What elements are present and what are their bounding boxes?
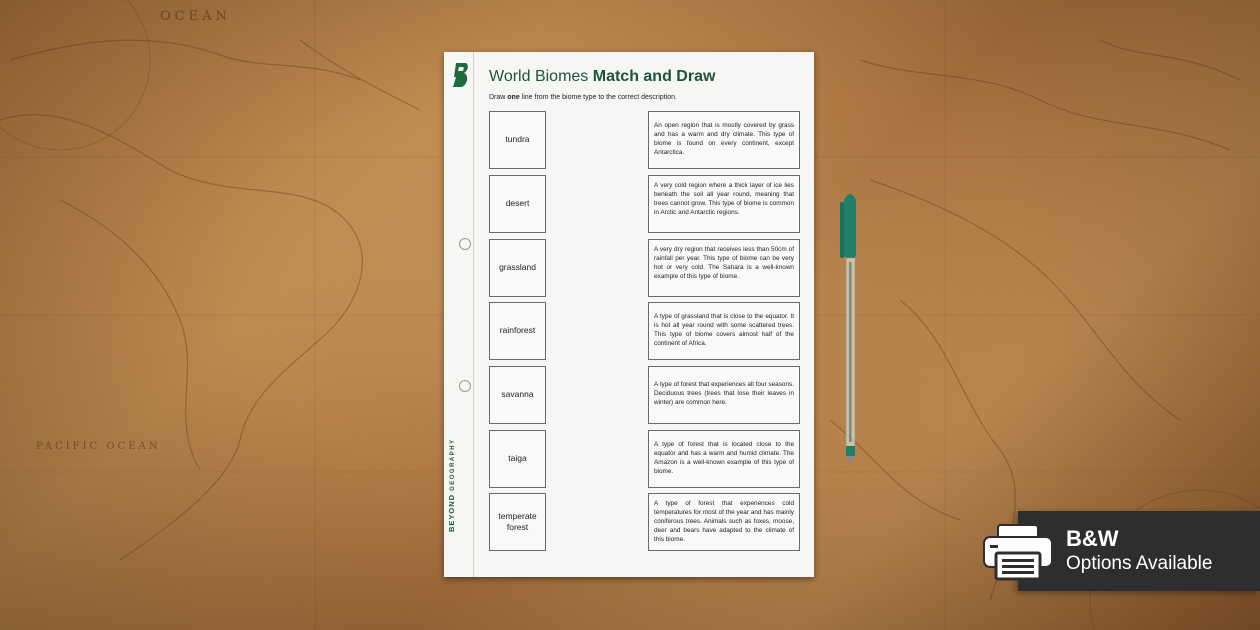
brand-vertical-label [447, 422, 459, 532]
margin-line [473, 52, 474, 577]
bw-subtitle: Options Available [1066, 553, 1213, 574]
description-box: A very cold region where a thick layer of ice lies beneath the soil all year round, meaning that trees cannot grow. This type of biome is common in Arctic and Antarctic regions. [648, 175, 800, 233]
biome-box-desert: desert [489, 175, 546, 233]
biome-box-savanna: savanna [489, 366, 546, 424]
printer-icon [982, 523, 1054, 581]
bw-options-banner [1018, 511, 1260, 591]
title-bold: Match and Draw [592, 68, 716, 85]
biome-box-grassland: grassland [489, 239, 546, 297]
description-box: A type of forest that experiences cold temperatures for most of the year and has mainly coniferous trees. Animals such as foxes, moose, deer and bears have adapted to the climate of this biome. [648, 493, 800, 551]
description-box: A type of grassland that is close to the equator. It is hot all year round with some scattered trees. This type of biome covers almost half of the continent of Africa. [648, 302, 800, 360]
instructions [489, 94, 677, 101]
beyond-logo-icon [452, 62, 470, 88]
bw-title: B&W [1066, 526, 1119, 551]
biome-box-tundra: tundra [489, 111, 546, 169]
punch-hole [459, 380, 471, 392]
instructions-bold: one [507, 94, 520, 101]
biome-box-taiga: taiga [489, 430, 546, 488]
map-label-pacific: PACIFIC OCEAN [36, 441, 161, 452]
description-box: A type of forest that is located close to the equator and has a warm and humid climate. The Amazon is a well-known example of this type of biome. [648, 430, 800, 488]
brand-main: BEYOND [447, 493, 456, 532]
brand-sub: GEOGRAPHY [450, 438, 456, 491]
instructions-pre: Draw [489, 94, 508, 101]
description-box: A type of forest that experiences all four seasons. Deciduous trees (trees that lose their leaves in winter) are common here. [648, 366, 800, 424]
punch-hole [459, 238, 471, 250]
biome-box-rainforest: rainforest [489, 302, 546, 360]
biome-box-temperate-forest: temperate forest [489, 493, 546, 551]
page-title [489, 68, 715, 86]
title-regular: World Biomes [489, 68, 593, 85]
description-box: A very dry region that receives less than 50cm of rainfall per year. This type of biome can be very hot or very cold. The Sahara is a well-known example of this type of biome. [648, 239, 800, 297]
pen-icon [838, 188, 864, 464]
instructions-post: line from the biome type to the correct description. [519, 94, 677, 101]
description-box: An open region that is mostly covered by grass and has a warm and dry climate. This type of biome is found on every continent, except Antarctica. [648, 111, 800, 169]
map-label-ocean: OCEAN [160, 9, 231, 24]
worksheet [444, 52, 814, 577]
